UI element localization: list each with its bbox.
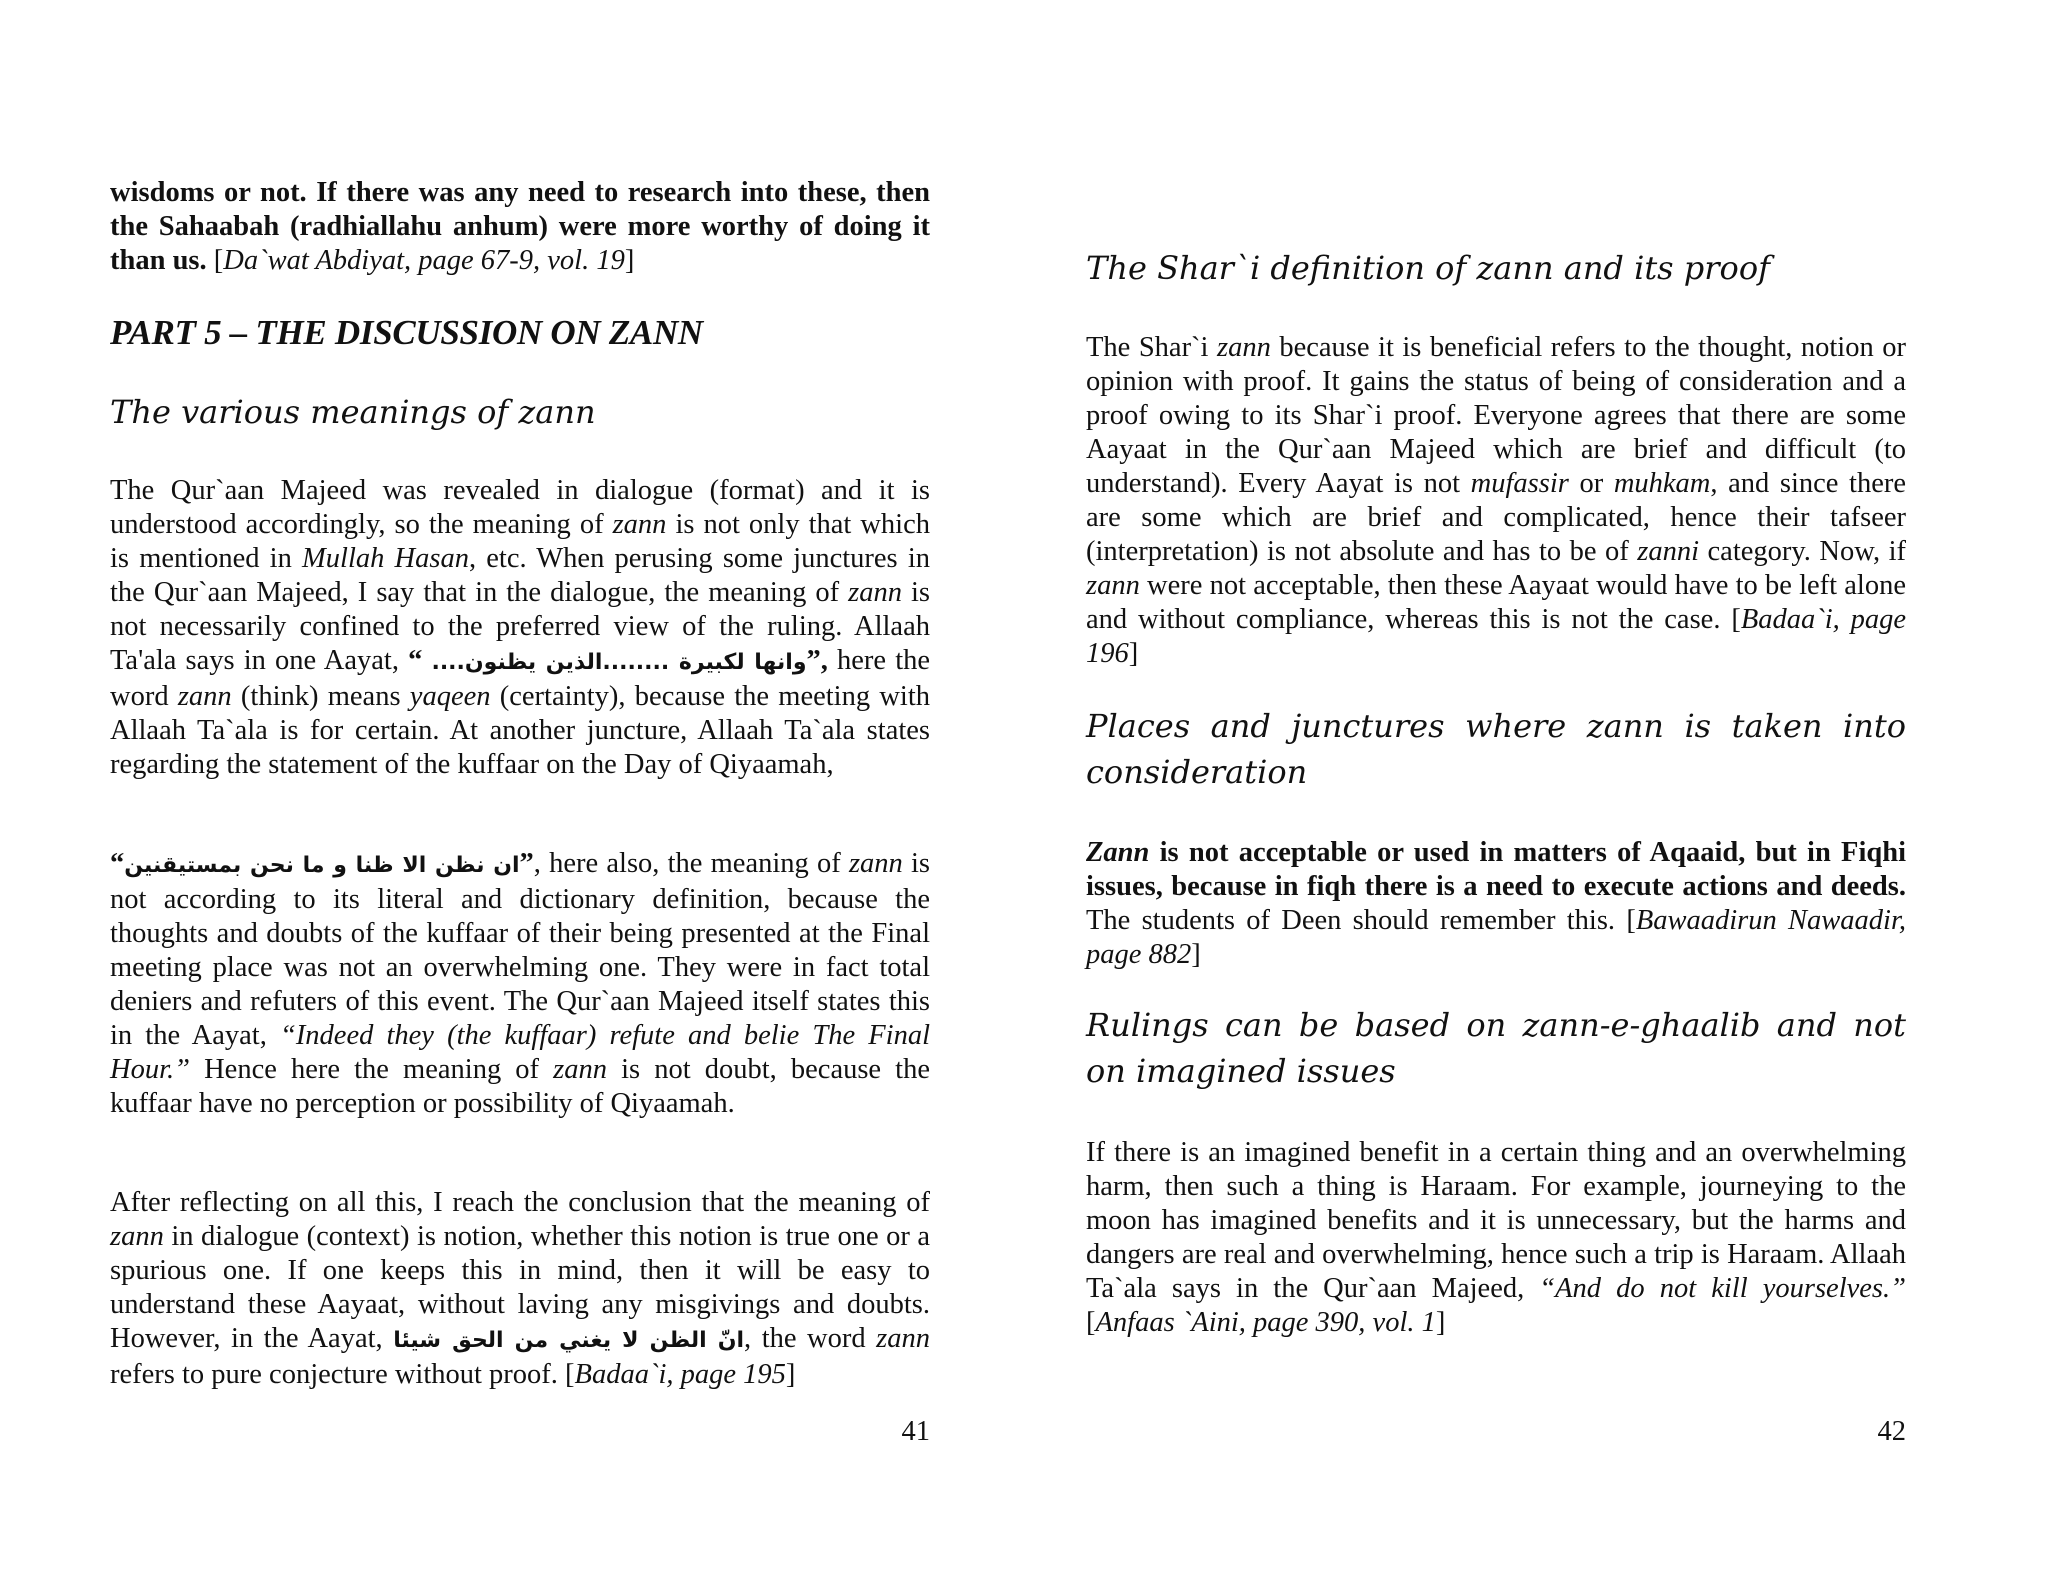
quote-final-hour: “Indeed they (the kuffaar) refute and belie The Final Hour.” <box>110 1020 930 1085</box>
heading-places-junctures: Places and junctures where zann is taken into consideration <box>1086 707 1906 791</box>
intro-reference: Da`wat Abdiyat, page 67-9, vol. 19 <box>223 245 625 276</box>
reference-bawaadirun: Bawaadirun Nawaadir, page 882 <box>1086 905 1907 970</box>
page-number-left: 41 <box>901 1416 930 1447</box>
intro-paragraph: wisdoms or not. If there was any need to research into these, then the Sahaabah (radhiallahu anhum) were more worthy of doing it than us. [Da`wat Abdiyat, page 67-9, vol. 19] <box>110 177 930 276</box>
paragraph-places-junctures: Zann is not acceptable or used in matters of Aqaaid, but in Fiqhi issues, because in fiqh there is a need to execute actions and deeds. The students of Deen should remember this. [Bawaadirun Nawaadir, page 882] <box>1086 837 1907 970</box>
paragraph-meanings-2: “ان نظن الا ظنا و ما نحن بمستيقنين”, here also, the meaning of zann is not according to its literal and dictionary definition, because the thoughts and doubts of the kuffaar of their being presented at the Final meeting place was not an overwhelming one. They were in fact total deniers and refuters of this event. The Qur`aan Majeed itself states this in the Aayat, “Indeed they (the kuffaar) refute and belie The Final Hour.” Hence here the meaning of zann is not doubt, because the kuffaar have no perception or possibility of Qiyaamah. <box>110 848 931 1119</box>
section-heading-meanings: The various meanings of zann <box>110 393 596 431</box>
arabic-verse-2: ان نظن الا ظنا و ما نحن بمستيقنين <box>124 853 520 878</box>
paragraph-rulings: If there is an imagined benefit in a certain thing and an overwhelming harm, then such a thing is Haraam. For example, journeying to the moon has imagined benefits and it is unnecessary, but the harms and dangers are real and overwhelming, hence such a trip is Haraam. Allaah Ta`ala says in the Qur`aan Majeed, “And do not kill yourselves.” [Anfaas `Aini, page 390, vol. 1] <box>1086 1137 1906 1338</box>
arabic-verse-1: وانها لكبيرة ........الذين يظنون.... <box>431 650 807 675</box>
reference-badaai-196: Badaa`i, page 196 <box>1086 604 1907 669</box>
page-number-right: 42 <box>1877 1416 1906 1447</box>
reference-badaai-195: Badaa`i, page 195 <box>574 1359 786 1390</box>
intro-bold-text: wisdoms or not. If there was any need to research into these, then the Sahaabah (radhiallahu anhum) were more worthy of doing it than us. <box>110 177 930 276</box>
paragraph-shari-definition: The Shar`i zann because it is beneficial refers to the thought, notion or opinion with proof. It gains the status of being of consideration and a proof owing to its Shar`i proof. Everyone agrees that there are some Aayaat in the Qur`aan Majeed which are brief and difficult (to understand). Every Aayat is not mufassir or muhkam, and since there are some which are brief and complicated, hence their tafseer (interpretation) is not absolute and has to be of zanni category. Now, if zann were not acceptable, then these Aayaat would have to be left alone and without compliance, whereas this is not the case. [Badaa`i, page 196] <box>1086 332 1907 669</box>
part-heading: PART 5 – THE DISCUSSION ON ZANN <box>110 313 703 352</box>
reference-anfaas: Anfaas `Aini, page 390, vol. 1 <box>1095 1307 1436 1338</box>
arabic-verse-3: انّ الظن لا يغني من الحق شيئا <box>393 1328 745 1353</box>
paragraph-meanings-3: After reflecting on all this, I reach the conclusion that the meaning of zann in dialogue (context) is notion, whether this notion is true one or a spurious one. If one keeps this in mind, then it will be easy to understand these Aayaat, without laving any misgivings and doubts. However, in the Aayat, انّ الظن لا يغني من الحق شيئا, the word zann refers to pure conjecture without proof. [Badaa`i, page 195] <box>110 1187 931 1390</box>
quote-do-not-kill: “And do not kill yourselves.” <box>1539 1273 1906 1304</box>
paragraph-meanings-1: The Qur`aan Majeed was revealed in dialogue (format) and it is understood accordingly, so the meaning of zann is not only that which is mentioned in Mullah Hasan, etc. When perusing some junctures in the Qur`aan Majeed, I say that in the dialogue, the meaning of zann is not necessarily confined to the preferred view of the ruling. Allaah Ta'ala says in one Aayat, “ وانها لكبيرة ........الذين يظنون....”, here the word zann (think) means yaqeen (certainty), because the meeting with Allaah Ta`ala is for certain. At another juncture, Allaah Ta`ala states regarding the statement of the kuffaar on the Day of Qiyaamah, <box>110 475 931 780</box>
heading-shari-definition: The Shar`i definition of zann and its proof <box>1086 249 1770 287</box>
heading-rulings: Rulings can be based on zann-e-ghaalib and not on imagined issues <box>1086 1006 1906 1090</box>
